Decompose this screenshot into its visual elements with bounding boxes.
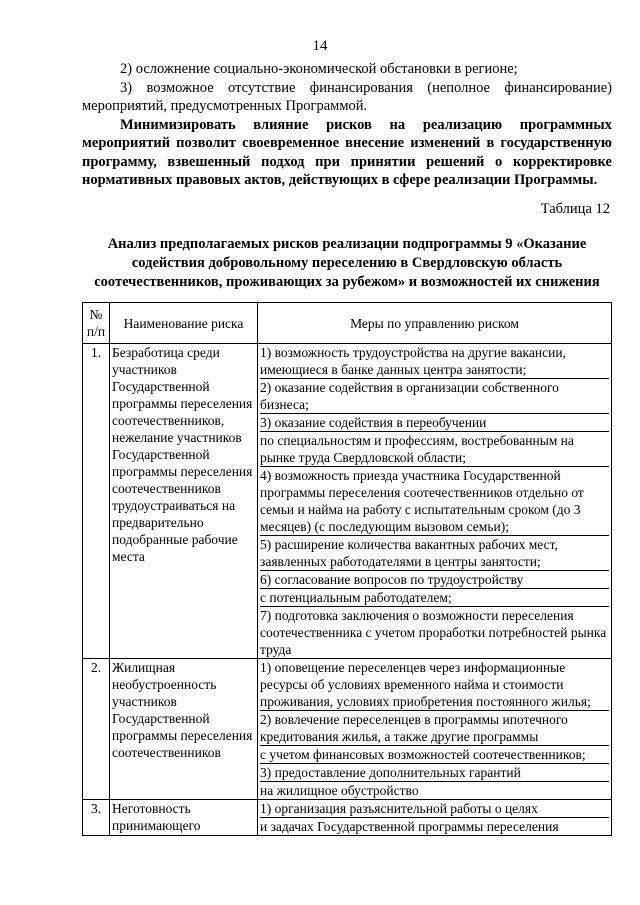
row-num: 2. (83, 659, 110, 800)
intro-item-3: 3) возможное отсутствие финансирования (неполное финансирование) мероприятий, предусмотренных Программой. (82, 79, 612, 114)
measure-line: по специальностям и профессиям, востребованным на рынке труда Свердловской области; (260, 432, 609, 467)
measure-line: 5) расширение количества вакантных рабочих мест, заявленных работодателями в центры занятости; (260, 536, 609, 571)
measure-line: 7) подготовка заключения о возможности переселения соотечественника с учетом проработки потребностей рынка труда (260, 608, 607, 657)
measure-line: и задачах Государственной программы переселения (260, 819, 559, 834)
risk-name: Жилищная необустроенность участников Государственной программы переселения соотечественников (110, 659, 258, 800)
row-num: 1. (83, 344, 110, 659)
measure-line: 3) оказание содействия в переобучении (260, 414, 609, 432)
measure-line: 2) вовлечение переселенцев в программы ипотечного кредитования жилья, а также другие программы (260, 711, 609, 746)
measure-line: 1) возможность трудоустройства на другие вакансии, имеющиеся в банке данных центра занятости; (260, 344, 609, 379)
measure-line: 3) предоставление дополнительных гарантий (260, 764, 609, 782)
risk-table (82, 302, 612, 836)
table-row (83, 344, 612, 659)
measure-line: 6) согласование вопросов по трудоустройству (260, 571, 609, 589)
measure-line: 4) возможность приезда участника Государственной программы переселения соотечественников отдельно от семьи и найма на работу с испытательным сроком (до 3 месяцев) (с последующим вызовом семьи); (260, 467, 609, 536)
intro-mitigation: Минимизировать влияние рисков на реализацию программных мероприятий позволит своевременное внесение изменений в государственную программу, взвешенный подход при принятии решений о корректировке нормативных правовых актов, действующих в сфере реализации Программы. (82, 116, 612, 188)
risk-measures (258, 659, 612, 800)
header-num: № п/п (83, 303, 110, 344)
measure-line: с учетом финансовых возможностей соотечественников; (260, 746, 609, 764)
measure-line: с потенциальным работодателем; (260, 589, 609, 607)
risk-name: Неготовность принимающего (110, 800, 258, 836)
page-number: 14 (312, 38, 328, 54)
risk-measures (258, 800, 612, 836)
measure-line: на жилищное обустройство (260, 783, 419, 798)
header-measures: Меры по управлению риском (258, 303, 612, 344)
table-row (83, 659, 612, 800)
table-label: Таблица 12 (540, 201, 610, 217)
intro-text (82, 60, 612, 190)
measure-line: 1) организация разъяснительной работы о целях (260, 800, 609, 818)
header-risk-name: Наименование риска (110, 303, 258, 344)
table-title: Анализ предполагаемых рисков реализации подпрограммы 9 «Оказание содействия добровольному переселению в Свердловскую область соотечественников, проживающих за рубежом» и возможностей их снижения (94, 236, 600, 290)
measure-line: 2) оказание содействия в организации собственного бизнеса; (260, 379, 609, 414)
risk-name: Безработица среди участников Государственной программы переселения соотечественников, нежелание участников Государственной программы переселения соотечественников трудоустраиваться на предварительно подобранные рабочие места (110, 344, 258, 659)
table-header-row (83, 303, 612, 344)
row-num: 3. (83, 800, 110, 836)
measure-line: 1) оповещение переселенцев через информационные ресурсы об условиях временного найма и стоимости проживания, условиях приобретения постоянного жилья; (260, 659, 609, 711)
table-row (83, 800, 612, 836)
intro-item-2: 2) осложнение социально-экономической обстановки в регионе; (120, 61, 518, 77)
risk-measures (258, 344, 612, 659)
